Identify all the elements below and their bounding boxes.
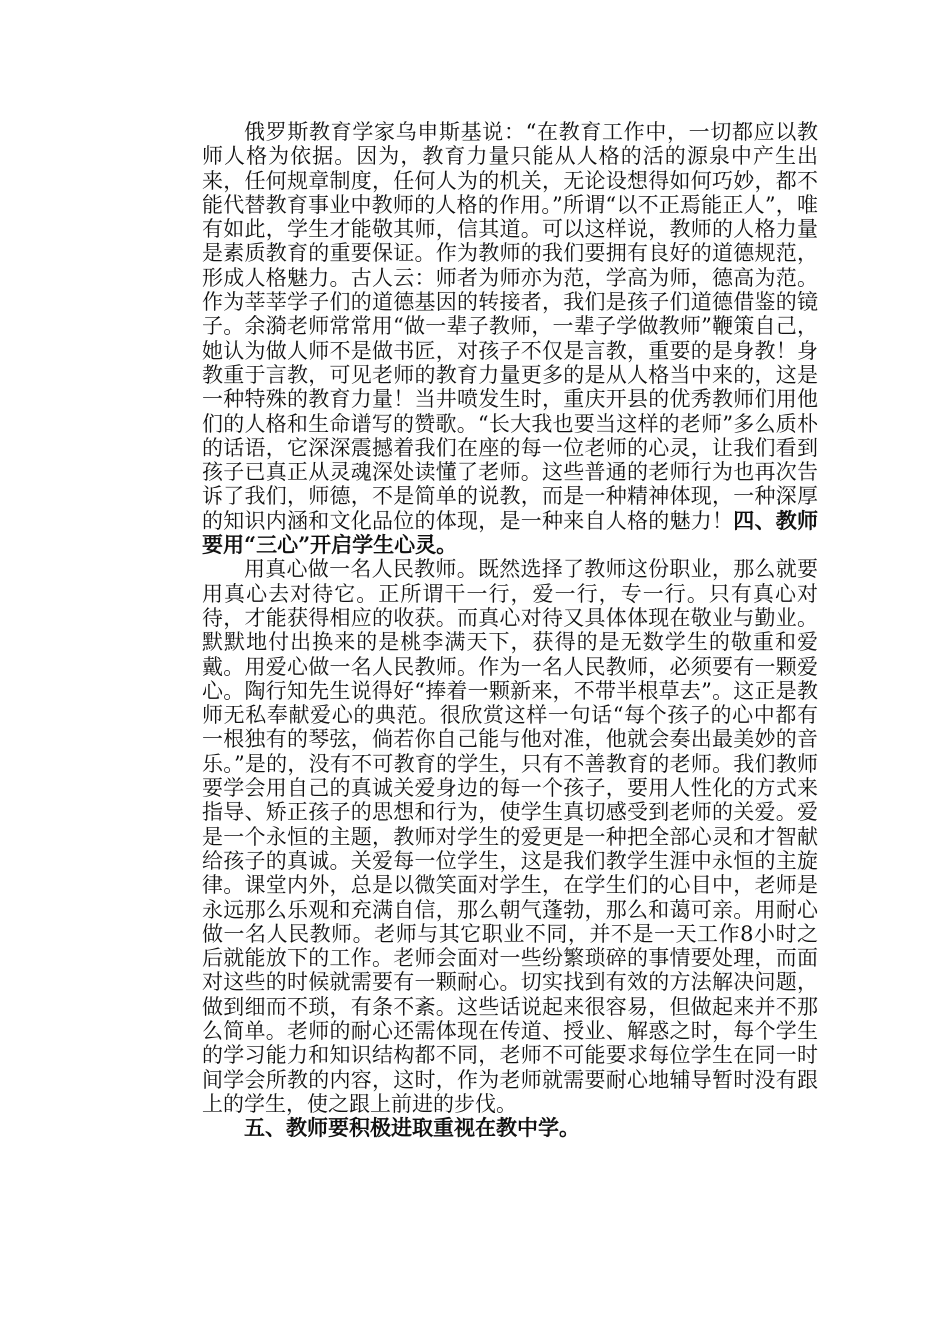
section-heading-5: 五、教师要积极进取重视在教中学。 — [244, 1115, 580, 1141]
paragraph-three-hearts: 用真心做一名人民教师。既然选择了教师这份职业，那么就要用真心去对待它。正所谓干一行，爱一行，专一行。只有真心对待，才能获得相应的收获。而真心对待又具体体现在敬业与勤业。默默地付出换来的是桃李满天下，获得的是无数学生的敬重和爱戴。用爱心做一名人民教师。作为一名人民教师，必须要有一颗爱心。陶行知先生说得好“捧着一颗新来，不带半根草去”。这正是教师无私奉献爱心的典范。很欣赏这样一句话“每个孩子的心中都有一根独有的琴弦，倘若你自己能与他对准，他就会奏出最美妙的音乐。”是的，没有不可教育的学生，只有不善教育的老师。我们教师要学会用自己的真诚关爱身边的每一个孩子，要用人性化的方式来指导、矫正孩子的思想和行为，使学生真切感受到老师的关爱。爱是一个永恒的主题，教师对学生的爱更是一种把全部心灵和才智献给孩子的真诚。关爱每一位学生，这是我们教学生涯中永恒的主旋律。课堂内外，总是以微笑面对学生，在学生们的心目中，老师是永远那么乐观和充满自信，那么朝气蓬勃，那么和蔼可亲。用耐心做一名人民教师。老师与其它职业不同，并不是一天工作8小时之后就能放下的工作。老师会面对一些纷繁琐碎的事情要处理，而面对这些的时候就需要有一颗耐心。切实找到有效的方法解决问题，做到细而不琐，有条不紊。这些话说起来很容易，但做起来并不那么简单。老师的耐心还需体现在传道、授业、解惑之时，每个学生的学习能力和知识结构都不同，老师不可能要求每位学生在同一时间学会所教的内容，这时，作为老师就需要耐心地辅导暂时没有跟上的学生，使之跟上前进的步伐。 — [202, 557, 818, 1116]
paragraph-1-text: 俄罗斯教育学家乌申斯基说：“在教育工作中，一切都应以教师人格为依据。因为，教育力量只能从人格的活的源泉中产生出来，任何规章制度，任何人为的机关，无论设想得如何巧妙，都不能代替教育事业中教师的人格的作用。”所谓“以不正焉能正人”，唯有如此，学生才能敬其师，信其道。可以这样说，教师的人格力量是素质教育的重要保证。作为教师的我们要拥有良好的道德规范，形成人格魅力。古人云：师者为师亦为范，学高为师，德高为范。作为莘莘学子们的道德基因的转接者，我们是孩子们道德借鉴的镜子。余漪老师常常用“做一辈子教师，一辈子学做教师”鞭策自己，她认为做人师不是做书匠，对孩子不仅是言教，重要的是身教！身教重于言教，可见老师的教育力量更多的是从人格当中来的，这是一种特殊的教育力量！当井喷发生时，重庆开县的优秀教师们用他们的人格和生命谱写的赞歌。“长大我也要当这样的老师”多么质朴的话语，它深深震撼着我们在座的每一位老师的心灵，让我们看到孩子已真正从灵魂深处读懂了老师。这些普通的老师行为也再次告诉了我们，师德，不是简单的说教，而是一种精神体现，一种深厚的知识内涵和文化品位的体现，是一种来自人格的魅力！ — [202, 120, 818, 533]
paragraph-teacher-personality — [202, 120, 818, 557]
document-body — [202, 120, 818, 1140]
section-heading-4: 四、教师要用“三心”开启学生心灵。 — [202, 507, 818, 558]
